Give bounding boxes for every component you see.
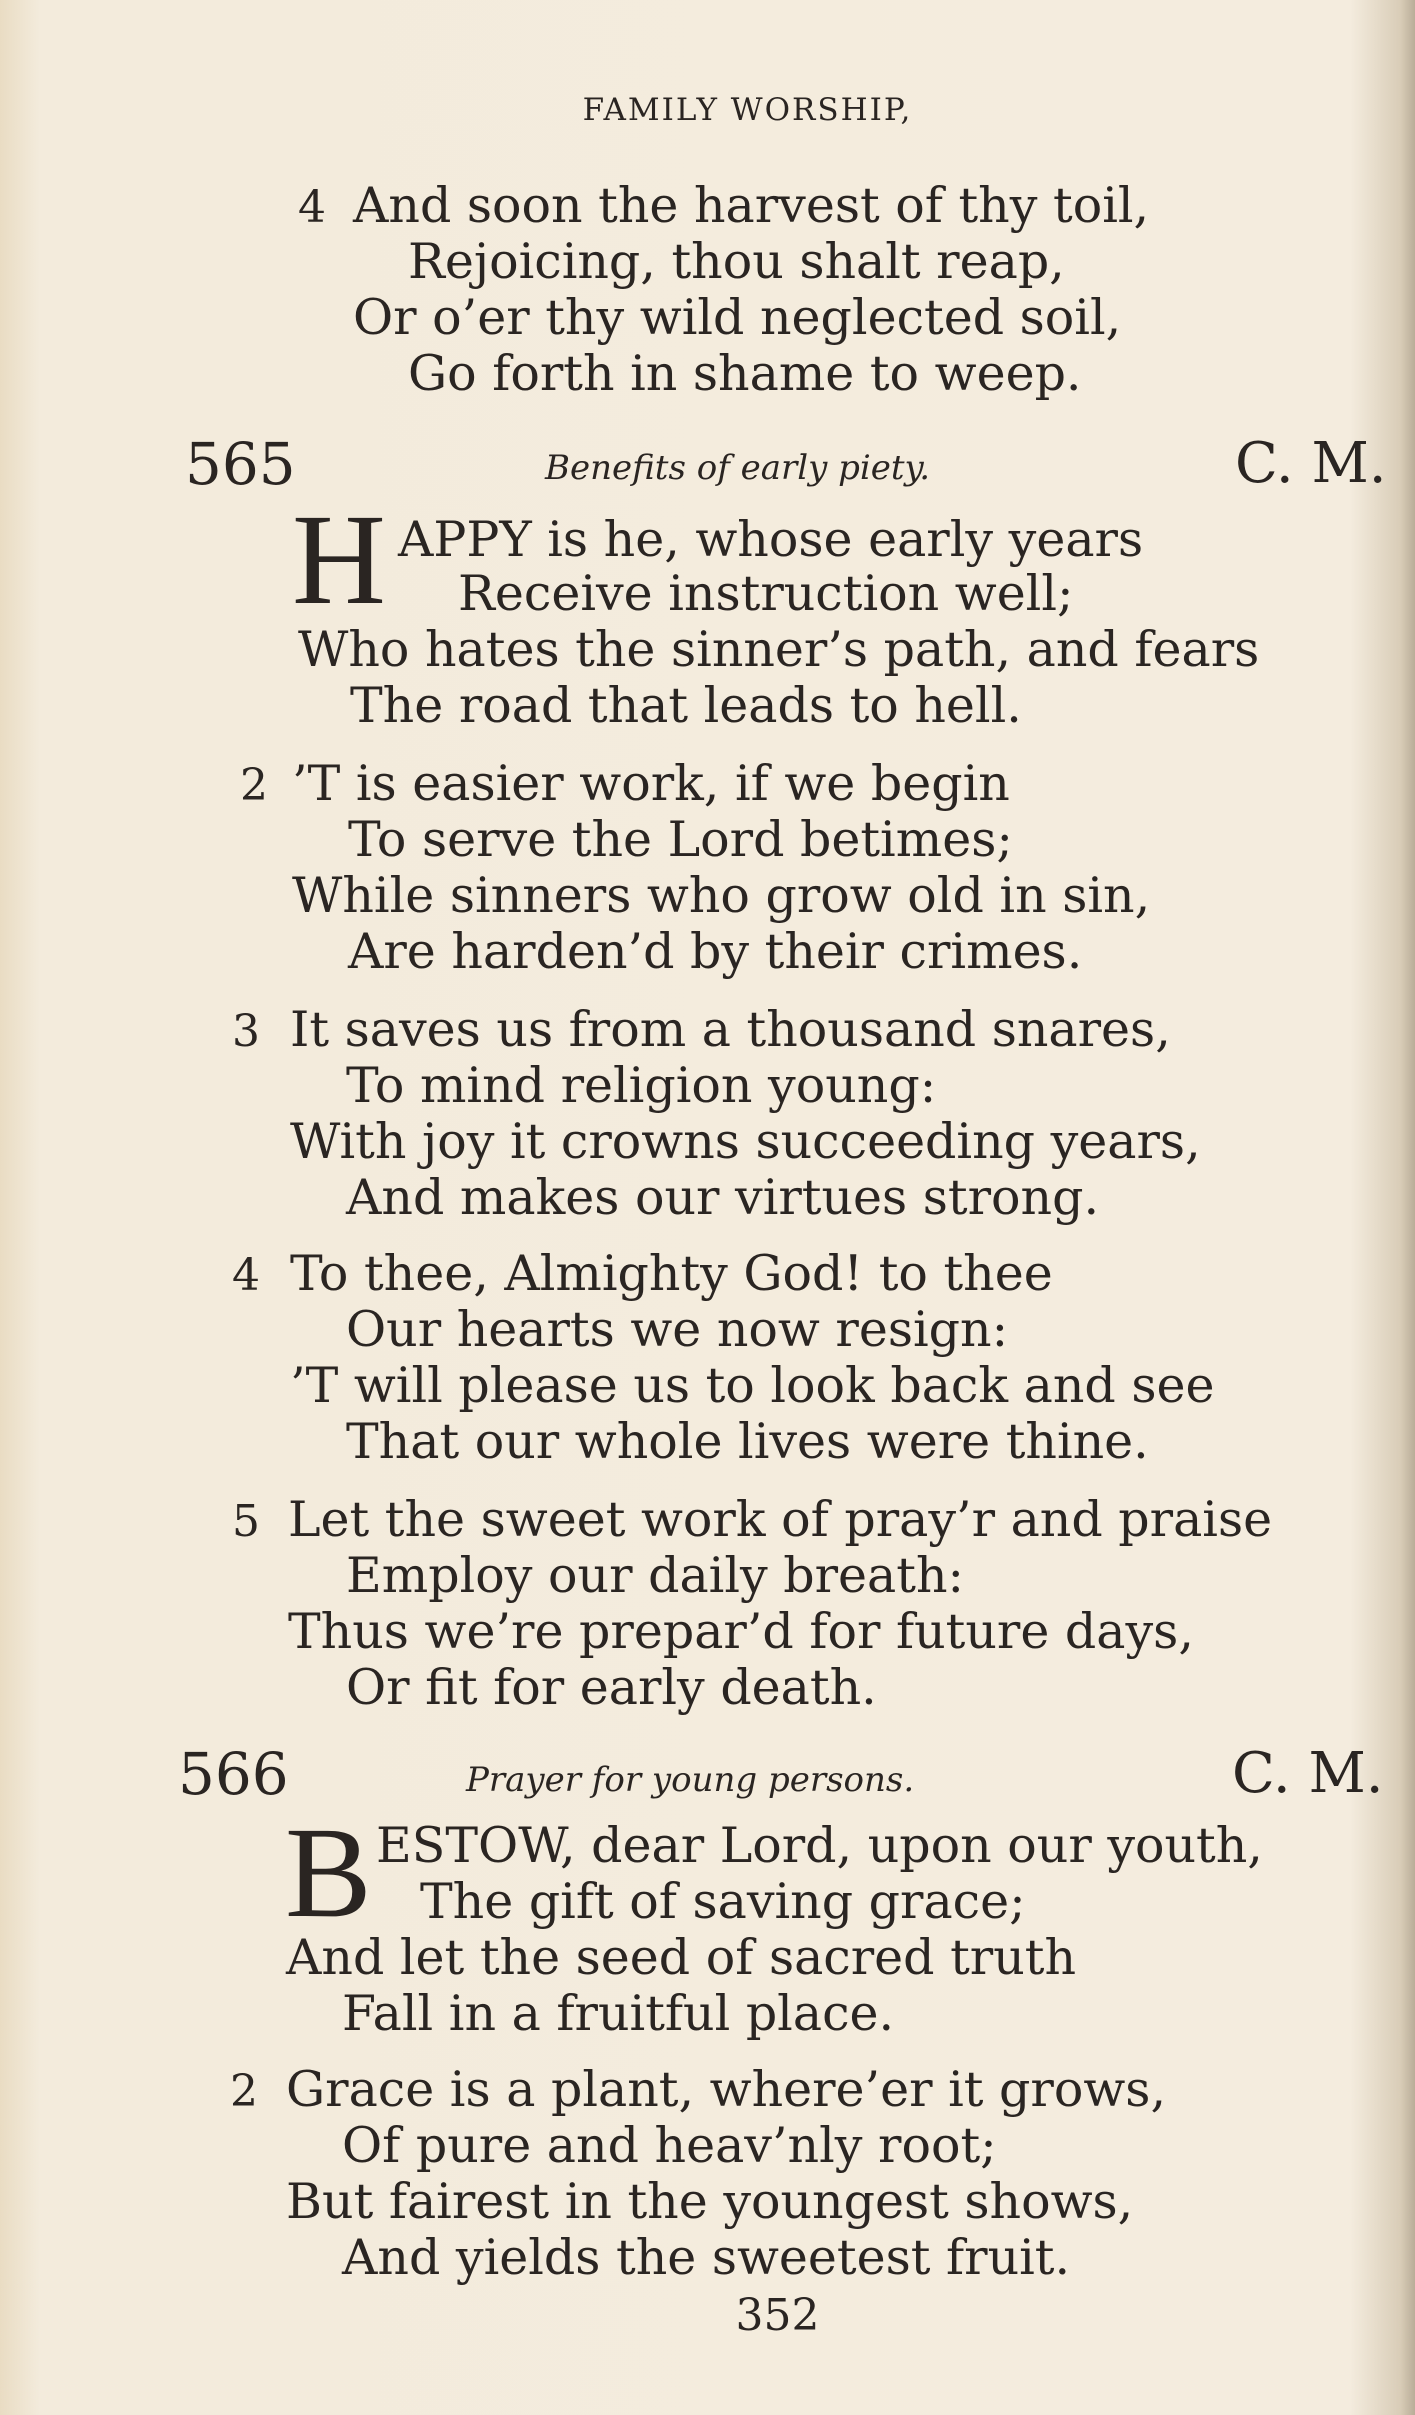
hymn-meter: C. M.: [1232, 1741, 1384, 1806]
verse-line: Thus we’re prepar’d for future days,: [288, 1603, 1194, 1660]
stanza-number: 4: [232, 1250, 260, 1301]
stanza-number: 4: [298, 182, 326, 233]
verse-line: ESTOW, dear Lord, upon our youth,: [376, 1817, 1263, 1874]
verse-line: Or o’er thy wild neglected soil,: [353, 289, 1122, 346]
hymn-number: 566: [178, 1740, 289, 1808]
verse-line: The road that leads to hell.: [350, 677, 1022, 734]
verse-line: Or fit for early death.: [346, 1659, 877, 1716]
stanza-number: 3: [232, 1006, 260, 1057]
verse-line: It saves us from a thousand snares,: [290, 1001, 1171, 1058]
verse-line: To serve the Lord betimes;: [348, 811, 1013, 868]
hymn-meter: C. M.: [1235, 431, 1387, 496]
verse-line: And makes our virtues strong.: [346, 1169, 1100, 1226]
stanza-number: 2: [230, 2066, 258, 2117]
verse-line: And let the seed of sacred truth: [286, 1929, 1077, 1986]
page-number: 352: [735, 2290, 820, 2341]
verse-line: Rejoicing, thou shalt reap,: [408, 233, 1065, 290]
verse-line: But fairest in the youngest shows,: [286, 2173, 1134, 2230]
verse-line: Our hearts we now resign:: [346, 1301, 1009, 1358]
verse-line: And soon the harvest of thy toil,: [353, 177, 1150, 234]
verse-line: Employ our daily breath:: [346, 1547, 965, 1604]
verse-line: The gift of saving grace;: [420, 1873, 1026, 1930]
hymn-title: Benefits of early piety.: [545, 448, 931, 488]
verse-line: ’T will please us to look back and see: [290, 1357, 1215, 1414]
verse-line: And yields the sweetest fruit.: [342, 2229, 1071, 2286]
hymn-number: 565: [185, 430, 296, 498]
verse-line: ’T is easier work, if we begin: [292, 755, 1010, 812]
verse-line: That our whole lives were thine.: [346, 1413, 1149, 1470]
verse-line: Go forth in shame to weep.: [408, 345, 1082, 402]
verse-line: Of pure and heav’nly root;: [342, 2117, 997, 2174]
verse-line: Receive instruction well;: [458, 565, 1074, 622]
drop-capital: B: [285, 1801, 372, 1945]
verse-line: To mind religion young:: [346, 1057, 937, 1114]
stanza-number: 5: [232, 1496, 260, 1547]
drop-capital: H: [292, 488, 386, 632]
hymn-title: Prayer for young persons.: [466, 1760, 915, 1800]
verse-line: To thee, Almighty God! to thee: [290, 1245, 1053, 1302]
verse-line: Who hates the sinner’s path, and fears: [298, 621, 1260, 678]
verse-line: Let the sweet work of pray’r and praise: [288, 1491, 1273, 1548]
verse-line: Fall in a fruitful place.: [342, 1985, 895, 2042]
verse-line: Grace is a plant, where’er it grows,: [286, 2061, 1167, 2118]
verse-line: Are harden’d by their crimes.: [348, 923, 1083, 980]
verse-line: While sinners who grow old in sin,: [292, 867, 1151, 924]
stanza-number: 2: [240, 760, 268, 811]
verse-line: With joy it crowns succeeding years,: [290, 1113, 1201, 1170]
running-header: FAMILY WORSHIP,: [582, 92, 913, 128]
verse-line: APPY is he, whose early years: [398, 511, 1144, 568]
